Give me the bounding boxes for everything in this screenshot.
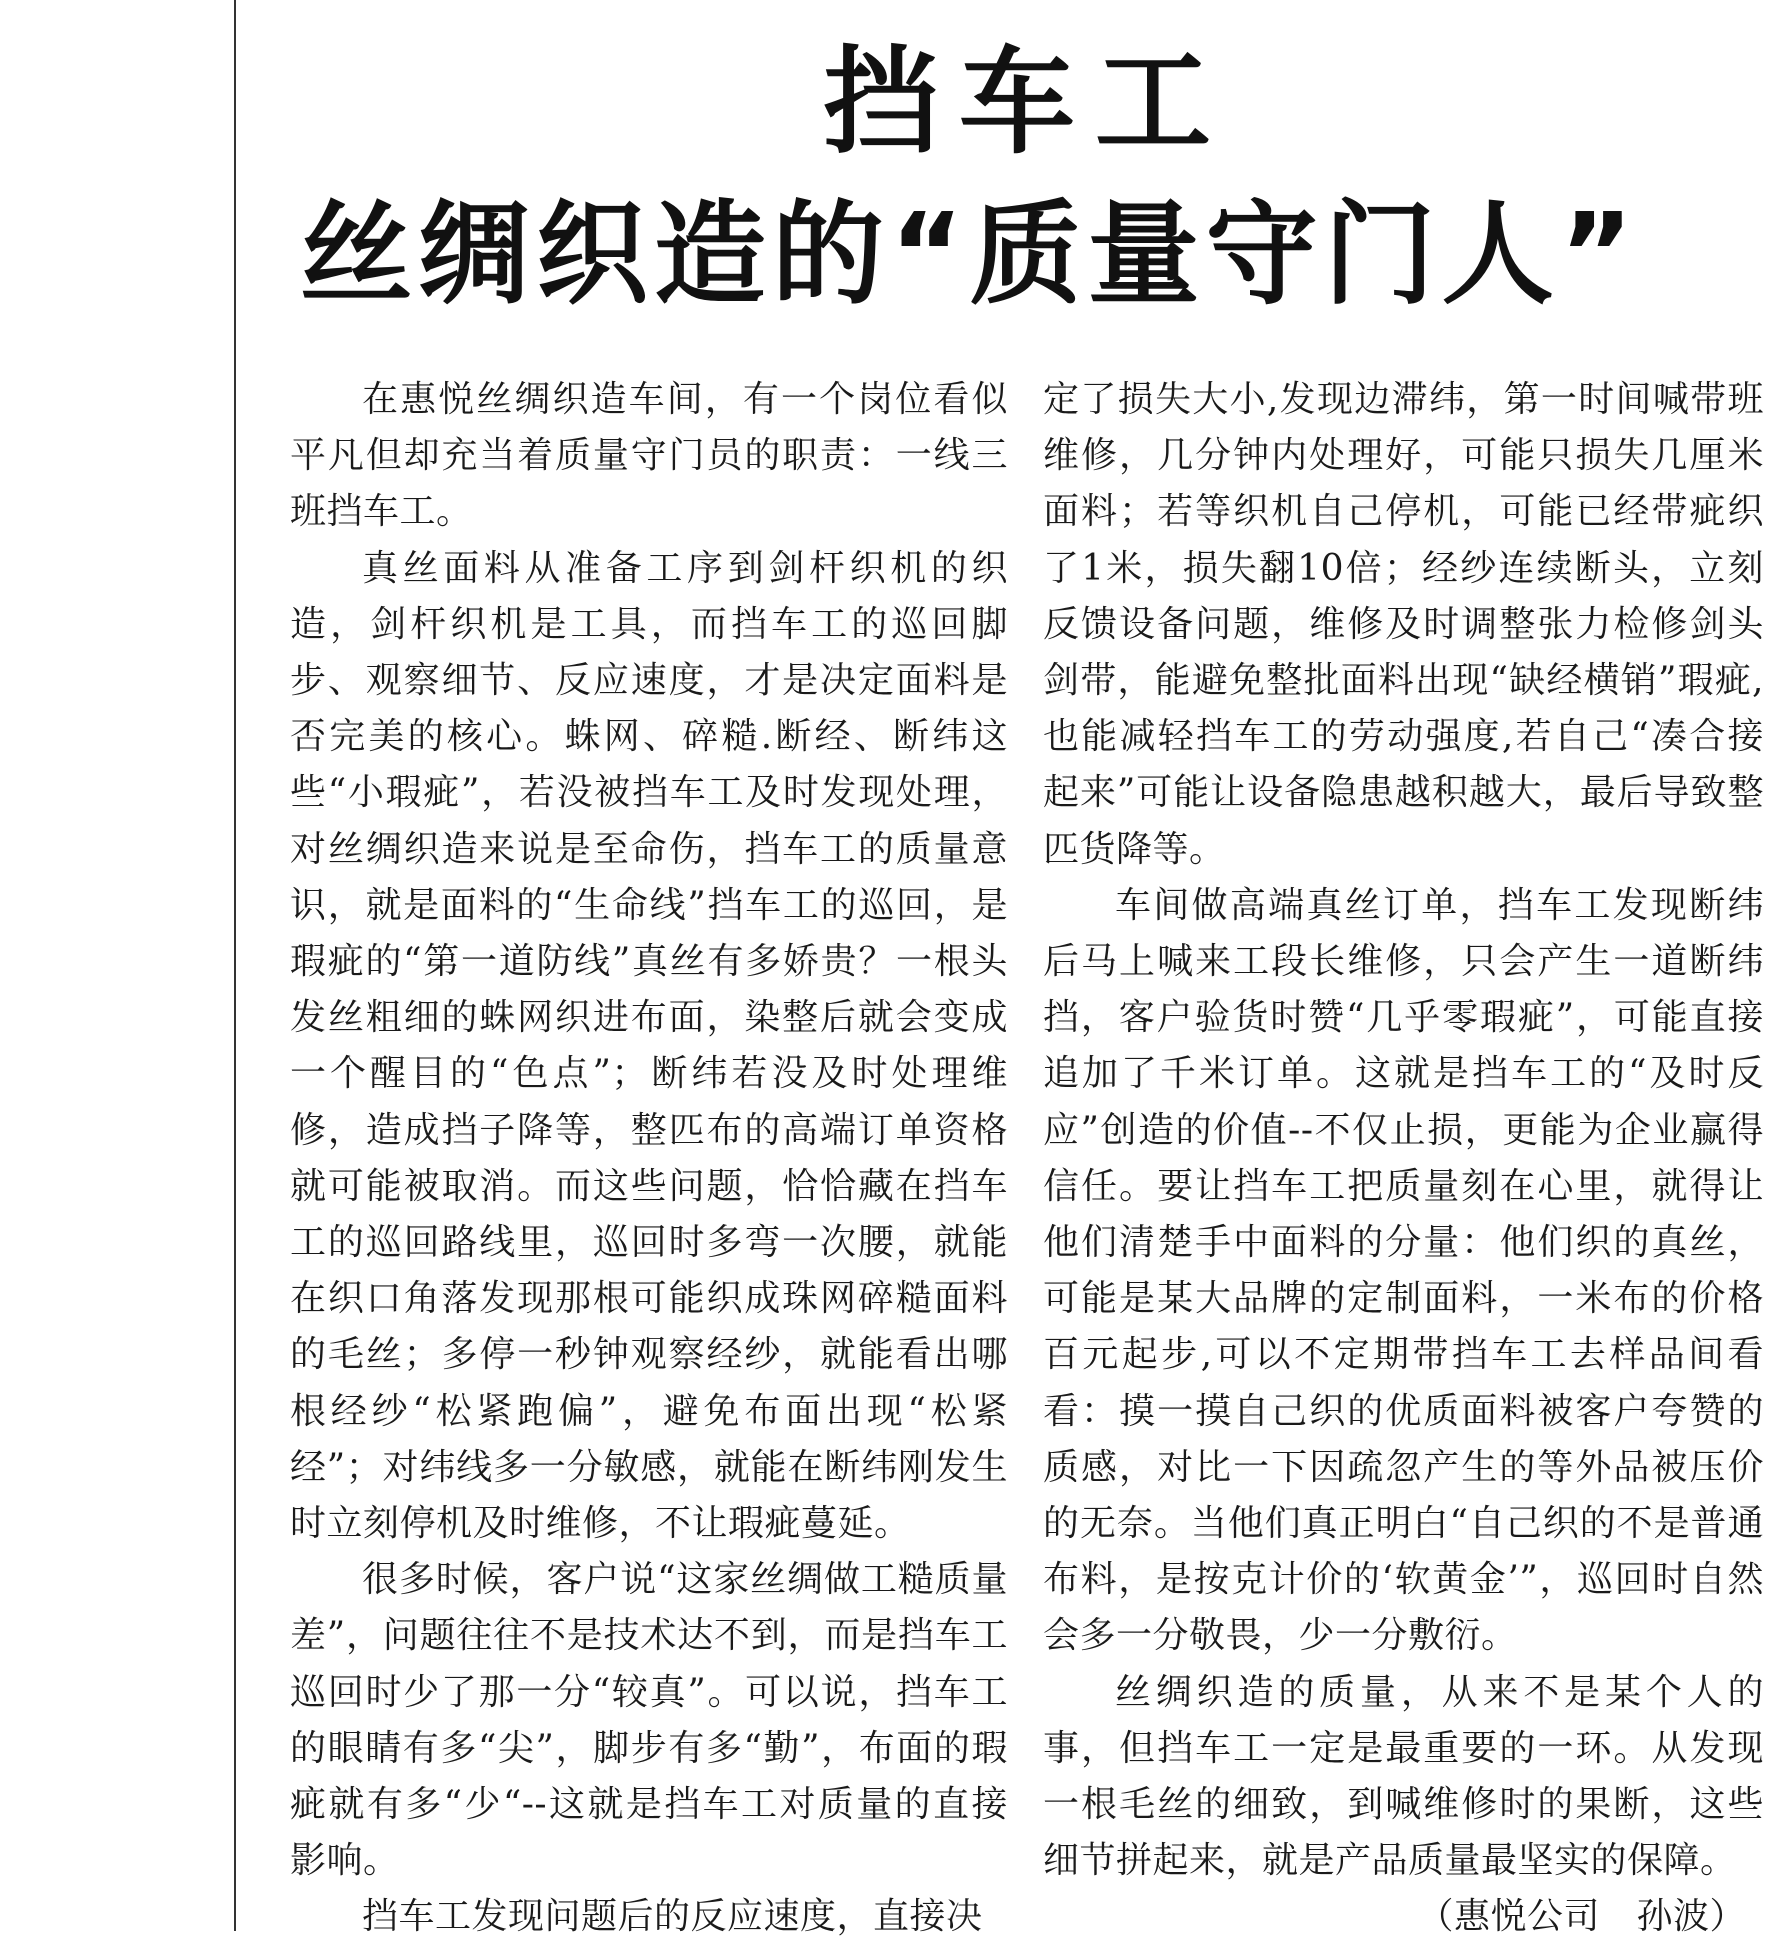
paragraph: 很多时候，客户说“这家丝绸做工糙质量差”，问题往往不是技术达不到，而是挡车工巡回时少了那一分“较真”。可以说，挡车工的眼睛有多“尖”，脚步有多“勤”，布面的瑕疵就有多“少“--这就是挡车工对质量的直接影响。 [290, 1559, 1008, 1882]
paragraph: 车间做高端真丝订单，挡车工发现断纬后马上喊来工段长维修，只会产生一道断纬挡，客户验货时赞“几乎零瑕疵”，可能直接追加了千米订单。这就是挡车工的“及时反应”创造的价值--不仅止损，更能为企业赢得信任。要让挡车工把质量刻在心里，就得让他们清楚手中面料的分量：他们织的真丝，可能是某大品牌的定制面料，一米布的价格百元起步,可以不定期带挡车工去样品间看看：摸一摸自己织的优质面料被客户夸赞的质感，对比一下因疏忽产生的等外品被压价的无奈。当他们真正明白“自己织的不是普通布料，是按克计价的‘软黄金’”，巡回时自然会多一分敬畏，少一分敷衍。 [1043, 884, 1764, 1657]
paragraph: 挡车工发现问题后的反应速度，直接决 [362, 1896, 983, 1938]
byline: （惠悦公司 孙波） [1417, 1896, 1746, 1938]
article-column-left [290, 372, 1008, 1946]
paragraph: 丝绸织造的质量，从来不是某个人的事，但挡车工一定是最重要的一环。从发现一根毛丝的细致，到喊维修时的果断，这些细节拼起来，就是产品质量最坚实的保障。 [1043, 1671, 1764, 1882]
paragraph: 真丝面料从准备工序到剑杆织机的织造，剑杆织机是工具，而挡车工的巡回脚步、观察细节、反应速度，才是决定面料是否完美的核心。蛛网、碎糙.断经、断纬这些“小瑕疵”，若没被挡车工及时发现处理，对丝绸织造来说是至命伤，挡车工的质量意识，就是面料的“生命线”挡车工的巡回，是瑕疵的“第一道防线”真丝有多娇贵？一根头发丝粗细的蛛网织进布面，染整后就会变成一个醒目的“色点”；断纬若没及时处理维修，造成挡子降等，整匹布的高端订单资格就可能被取消。而这些问题，恰恰藏在挡车工的巡回路线里，巡回时多弯一次腰，就能在织口角落发现那根可能织成珠网碎糙面料的毛丝；多停一秒钟观察经纱，就能看出哪根经纱“松紧跑偏”，避免布面出现“松紧经”；对纬线多一分敏感，就能在断纬刚发生时立刻停机及时维修，不让瑕疵蔓延。 [290, 547, 1008, 1545]
headline-subtitle: 丝绸织造的“质量守门人” [300, 190, 1640, 320]
headline-title: 挡车工 [823, 35, 1231, 170]
paragraph-continued: 定了损失大小,发现边滞纬，第一时间喊带班维修，几分钟内处理好，可能只损失几厘米面料；若等织机自己停机，可能已经带疵织了1米，损失翻10倍；经纱连续断头，立刻反馈设备问题，维修及时调整张力检修剑头剑带，能避免整批面料出现“缺经横销”瑕疵,也能减轻挡车工的劳动强度,若自己“凑合接起来”可能让设备隐患越积越大，最后导致整匹货降等。 [1043, 379, 1764, 870]
article-column-right [1043, 372, 1764, 1946]
paragraph: 在惠悦丝绸织造车间，有一个岗位看似平凡但却充当着质量守门员的职责：一线三班挡车工。 [290, 379, 1008, 533]
column-divider-rule [234, 0, 236, 1931]
